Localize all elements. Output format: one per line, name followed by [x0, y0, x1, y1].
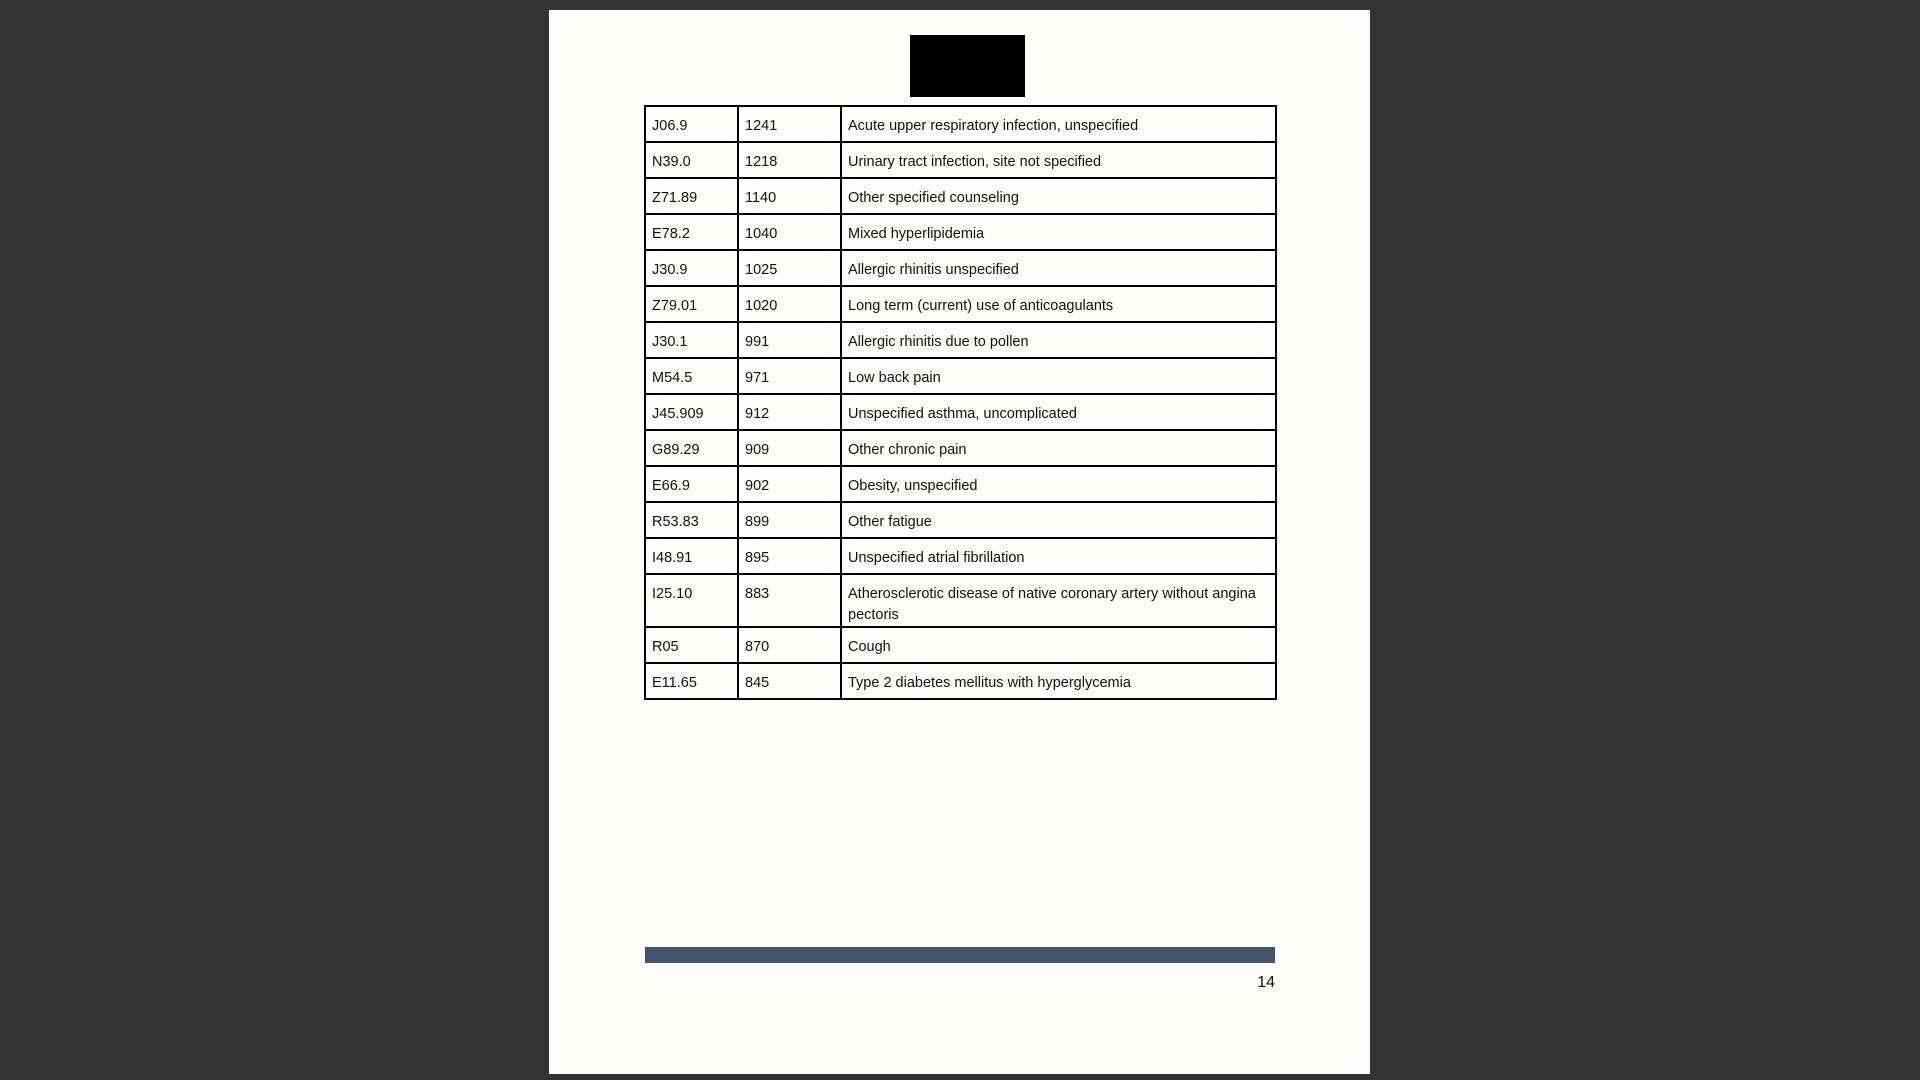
- description-cell: Atherosclerotic disease of native coronary artery without angina pectoris: [841, 574, 1276, 627]
- count-cell: 912: [738, 394, 841, 430]
- footer-bar: [645, 947, 1275, 963]
- diagnosis-code-cell: E11.65: [645, 663, 738, 699]
- diagnosis-code-cell: G89.29: [645, 430, 738, 466]
- table-row: [645, 627, 1276, 663]
- count-cell: 991: [738, 322, 841, 358]
- description-cell: Type 2 diabetes mellitus with hyperglycemia: [841, 663, 1276, 699]
- diagnosis-code-table: [644, 105, 1277, 700]
- diagnosis-code-cell: J30.9: [645, 250, 738, 286]
- table-row: [645, 322, 1276, 358]
- description-cell: Other chronic pain: [841, 430, 1276, 466]
- diagnosis-code-cell: E78.2: [645, 214, 738, 250]
- description-cell: Low back pain: [841, 358, 1276, 394]
- table-row: [645, 214, 1276, 250]
- diagnosis-code-cell: N39.0: [645, 142, 738, 178]
- description-cell: Acute upper respiratory infection, unspecified: [841, 106, 1276, 142]
- diagnosis-code-cell: Z79.01: [645, 286, 738, 322]
- table-row: [645, 538, 1276, 574]
- count-cell: 1241: [738, 106, 841, 142]
- diagnosis-code-cell: M54.5: [645, 358, 738, 394]
- count-cell: 1140: [738, 178, 841, 214]
- table-row: [645, 286, 1276, 322]
- description-cell: Other specified counseling: [841, 178, 1276, 214]
- description-cell: Other fatigue: [841, 502, 1276, 538]
- count-cell: 883: [738, 574, 841, 627]
- count-cell: 845: [738, 663, 841, 699]
- table-body: [645, 106, 1276, 699]
- description-cell: Unspecified asthma, uncomplicated: [841, 394, 1276, 430]
- diagnosis-code-cell: I25.10: [645, 574, 738, 627]
- table-row: [645, 106, 1276, 142]
- count-cell: 895: [738, 538, 841, 574]
- description-cell: Cough: [841, 627, 1276, 663]
- description-cell: Unspecified atrial fibrillation: [841, 538, 1276, 574]
- count-cell: 902: [738, 466, 841, 502]
- redacted-logo-block: [910, 35, 1025, 97]
- count-cell: 909: [738, 430, 841, 466]
- diagnosis-code-cell: I48.91: [645, 538, 738, 574]
- description-cell: Allergic rhinitis due to pollen: [841, 322, 1276, 358]
- description-cell: Long term (current) use of anticoagulants: [841, 286, 1276, 322]
- diagnosis-code-cell: J06.9: [645, 106, 738, 142]
- diagnosis-code-cell: Z71.89: [645, 178, 738, 214]
- table-row: [645, 466, 1276, 502]
- diagnosis-code-cell: J30.1: [645, 322, 738, 358]
- document-page: [549, 10, 1370, 1074]
- description-cell: Obesity, unspecified: [841, 466, 1276, 502]
- table-row: [645, 502, 1276, 538]
- table-row: [645, 142, 1276, 178]
- table-row: [645, 178, 1276, 214]
- description-cell: Urinary tract infection, site not specified: [841, 142, 1276, 178]
- count-cell: 870: [738, 627, 841, 663]
- diagnosis-code-cell: J45.909: [645, 394, 738, 430]
- description-cell: Allergic rhinitis unspecified: [841, 250, 1276, 286]
- count-cell: 1040: [738, 214, 841, 250]
- table-row: [645, 663, 1276, 699]
- count-cell: 1020: [738, 286, 841, 322]
- diagnosis-code-cell: E66.9: [645, 466, 738, 502]
- description-cell: Mixed hyperlipidemia: [841, 214, 1276, 250]
- count-cell: 1025: [738, 250, 841, 286]
- table-row: [645, 430, 1276, 466]
- table-row: [645, 574, 1276, 627]
- table-row: [645, 358, 1276, 394]
- diagnosis-code-cell: R05: [645, 627, 738, 663]
- count-cell: 899: [738, 502, 841, 538]
- count-cell: 971: [738, 358, 841, 394]
- count-cell: 1218: [738, 142, 841, 178]
- table-row: [645, 250, 1276, 286]
- table-row: [645, 394, 1276, 430]
- diagnosis-code-cell: R53.83: [645, 502, 738, 538]
- page-number: 14: [1257, 974, 1275, 991]
